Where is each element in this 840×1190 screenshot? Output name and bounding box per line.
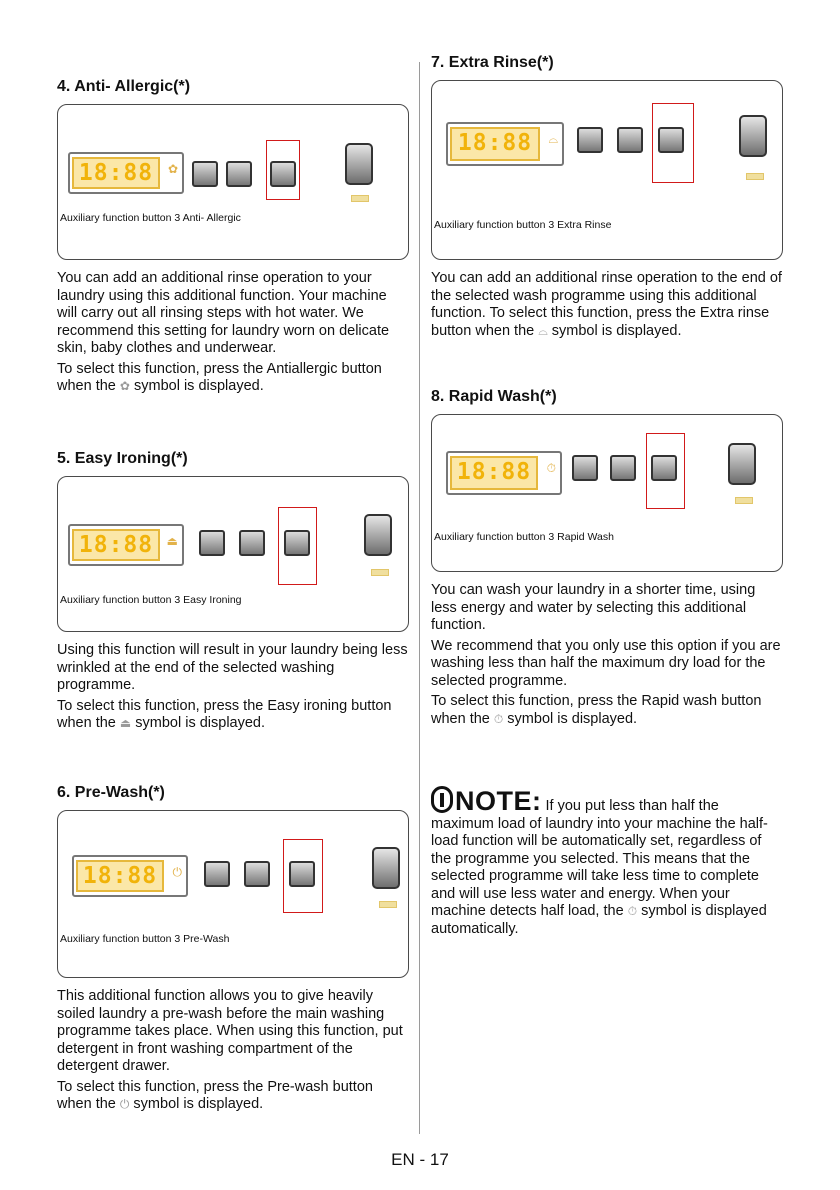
text: If you put less than half the maximum load of laundry into your machine the half-load function will be automatically set, regardless of the programme you selected. This means that the selected programme will take less time to complete and will use less water and energy. When your machine detects half load, the (431, 798, 768, 919)
paragraph: We recommend that you only use this option if you are washing less than half the maximum dry load for the selected programme. (431, 637, 781, 689)
paragraph: You can add an additional rinse operation to your laundry using this additional function. Your machine will carry out all rinsing steps with hot water. We recommend this setting for laundry worn on delicate skin, baby clothes and underwear. (57, 270, 390, 356)
lcd-display (446, 451, 562, 495)
note-label: NOTE: (455, 786, 542, 816)
panel-caption: Auxiliary function button 3 Pre-Wash (60, 933, 230, 945)
indicator-light (735, 497, 753, 504)
lcd-display (72, 855, 188, 897)
paragraph: Using this function will result in your laundry being less wrinkled at the end of the selected washing programme. (57, 642, 408, 693)
section-body (57, 642, 409, 733)
page-number: EN - 17 (391, 1150, 449, 1169)
section-heading: 6. Pre-Wash(*) (57, 784, 165, 801)
pre-wash-icon: ⏻ (119, 1097, 130, 1111)
start-pause-button (345, 143, 373, 185)
section-extra-rinse (431, 54, 783, 343)
section-heading: 5. Easy Ironing(*) (57, 450, 188, 467)
paragraph (57, 1079, 409, 1114)
text: symbol is displayed. (133, 1096, 264, 1112)
note-body (431, 786, 776, 938)
section-heading: 7. Extra Rinse(*) (431, 54, 554, 71)
section-heading: 4. Anti- Allergic(*) (57, 78, 191, 95)
panel-caption: Auxiliary function button 3 Easy Ironing (60, 594, 242, 606)
control-panel-illustration (431, 414, 783, 572)
paragraph (431, 786, 776, 938)
lcd-display (446, 122, 564, 166)
display-digits: 18:88 (450, 456, 538, 490)
control-panel-illustration (57, 476, 409, 632)
indicator-light (379, 901, 397, 908)
text: You can add an additional rinse operation to the end of the selected wash programme using this additional function. To select this function, press the Extra rinse button when the (431, 270, 782, 339)
display-digits: 18:88 (76, 860, 164, 892)
text: symbol is displayed. (135, 715, 266, 731)
half-load-icon: ⏱ (627, 904, 638, 918)
control-panel-illustration (431, 80, 783, 260)
display-digits: 18:88 (72, 529, 160, 561)
aux-button-2 (239, 530, 265, 556)
aux-button-1 (199, 530, 225, 556)
aux-button-2 (244, 861, 270, 887)
aux-button-2 (226, 161, 252, 187)
start-pause-button (372, 847, 400, 889)
section-body (57, 270, 409, 396)
aux-button-2 (610, 455, 636, 481)
iron-icon: ⏏ (119, 716, 132, 730)
aux-button-3 (658, 127, 684, 153)
rapid-wash-icon: ⏱ (493, 711, 504, 726)
anti-allergic-icon: ✿ (119, 379, 130, 393)
paragraph (431, 270, 783, 340)
paragraph (57, 361, 409, 396)
aux-button-3 (651, 455, 677, 481)
indicator-light (351, 195, 369, 202)
display-digits: 18:88 (450, 127, 540, 161)
indicator-light (746, 173, 764, 180)
paragraph: This additional function allows you to give heavily soiled laundry a pre-wash before the main washing programme takes place. When using this function, put detergent in front washing compartment of the detergent drawer. (57, 988, 403, 1074)
control-panel-illustration (57, 104, 409, 260)
rapid-wash-icon: ⏱ (546, 461, 556, 475)
aux-button-2 (617, 127, 643, 153)
panel-caption: Auxiliary function button 3 Rapid Wash (434, 531, 614, 543)
iron-icon: ⏏ (166, 534, 178, 548)
section-rapid-wash (431, 388, 783, 731)
paragraph (57, 698, 409, 733)
aux-button-1 (204, 861, 230, 887)
column-divider (419, 62, 420, 1134)
section-pre-wash (57, 784, 409, 1117)
start-pause-button (364, 514, 392, 556)
extra-rinse-icon: ⌓ (538, 323, 548, 338)
lcd-display (68, 524, 184, 566)
anti-allergic-icon: ✿ (167, 162, 178, 176)
aux-button-1 (577, 127, 603, 153)
aux-button-3 (270, 161, 296, 187)
start-pause-button (739, 115, 767, 157)
display-digits: 18:88 (72, 157, 160, 189)
panel-caption: Auxiliary function button 3 Anti- Allergic (60, 212, 241, 224)
section-body (431, 270, 783, 340)
indicator-light (371, 569, 389, 576)
text: To select this function, press the Antiallergic button when the (57, 360, 382, 394)
start-pause-button (728, 443, 756, 485)
text: symbol is displayed. (133, 378, 264, 394)
pre-wash-icon: ⏻ (172, 865, 182, 879)
extra-rinse-icon: ⌓ (548, 132, 558, 146)
panel-caption: Auxiliary function button 3 Extra Rinse (434, 219, 612, 231)
aux-button-1 (192, 161, 218, 187)
aux-button-3 (284, 530, 310, 556)
text: To select this function, press the Pre-wash button when the (57, 1078, 373, 1112)
note-info-icon (431, 786, 453, 813)
text: To select this function, press the Rapid wash button when the (431, 693, 762, 727)
text: symbol is displayed. (507, 710, 638, 727)
note-block (431, 786, 776, 941)
section-anti-allergic (57, 78, 409, 399)
section-heading: 8. Rapid Wash(*) (431, 388, 557, 405)
lcd-display (68, 152, 184, 194)
section-easy-ironing (57, 450, 409, 736)
section-body (57, 988, 409, 1114)
aux-button-1 (572, 455, 598, 481)
paragraph (431, 693, 783, 728)
text: symbol is displayed automatically. (431, 903, 767, 937)
aux-button-3 (289, 861, 315, 887)
text: symbol is displayed. (551, 322, 682, 339)
text: To select this function, press the Easy ironing button when the (57, 697, 392, 731)
paragraph: You can wash your laundry in a shorter time, using less energy and water by selecting this additional function. (431, 582, 756, 633)
section-body (431, 582, 783, 728)
control-panel-illustration (57, 810, 409, 978)
